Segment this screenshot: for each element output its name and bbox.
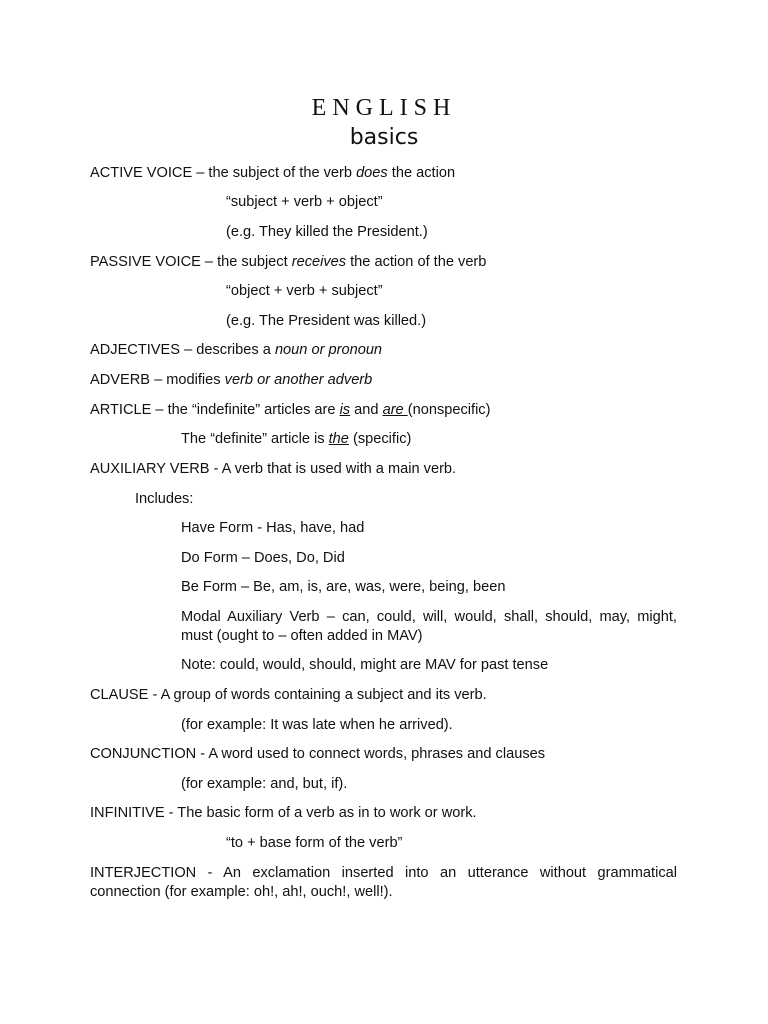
- entry-clause: CLAUSE - A group of words containing a subject and its verb.: [90, 687, 487, 703]
- entry-auxiliary-verb: AUXILIARY VERB - A verb that is used with a main verb.: [90, 461, 457, 477]
- conjunction-example: (for example: and, but, if).: [181, 776, 348, 792]
- auxiliary-be-form: Be Form – Be, am, is, are, was, were, being, been: [181, 579, 506, 595]
- emphasis: is: [339, 402, 351, 418]
- entry-passive-voice: PASSIVE VOICE – the subject receives the action of the verb: [90, 254, 487, 270]
- entry-active-voice: ACTIVE VOICE – the subject of the verb does the action: [90, 165, 456, 181]
- term: ARTICLE: [90, 402, 152, 418]
- term: ACTIVE VOICE: [90, 165, 193, 181]
- infinitive-formula: “to + base form of the verb”: [226, 835, 403, 851]
- emphasis: verb or another adverb: [224, 372, 373, 388]
- entry-adverb: ADVERB – modifies verb or another adverb: [90, 372, 373, 388]
- term: ADVERB: [90, 372, 151, 388]
- term: PASSIVE VOICE: [90, 254, 201, 270]
- auxiliary-do-form: Do Form – Does, Do, Did: [181, 550, 345, 566]
- article-definite: The “definite” article is the (specific): [181, 431, 412, 447]
- emphasis: are: [382, 402, 408, 418]
- auxiliary-modal: Modal Auxiliary Verb – can, could, will, would, shall, should, may, might, must (ought to – often added in MAV): [181, 609, 677, 644]
- term: AUXILIARY VERB: [90, 461, 210, 477]
- term: INTERJECTION: [90, 865, 197, 881]
- emphasis: receives: [291, 254, 347, 270]
- passive-voice-formula: “object + verb + subject”: [226, 283, 383, 299]
- clause-example: (for example: It was late when he arrived).: [181, 717, 453, 733]
- term: CLAUSE: [90, 687, 149, 703]
- active-voice-formula: “subject + verb + object”: [226, 194, 383, 210]
- entry-conjunction: CONJUNCTION - A word used to connect words, phrases and clauses: [90, 746, 546, 762]
- emphasis: does: [356, 165, 388, 181]
- emphasis: the: [328, 431, 349, 447]
- entry-interjection: INTERJECTION - An exclamation inserted into an utterance without grammatical connection (for example: oh!, ah!, ouch!, well!).: [90, 865, 677, 900]
- document-subtitle: basics: [349, 125, 419, 150]
- term: INFINITIVE: [90, 805, 165, 821]
- entry-infinitive: INFINITIVE - The basic form of a verb as in to work or work.: [90, 805, 477, 821]
- entry-article: ARTICLE – the “indefinite” articles are is and are (nonspecific): [90, 402, 491, 418]
- term: ADJECTIVES: [90, 342, 181, 358]
- active-voice-example: (e.g. They killed the President.): [226, 224, 428, 240]
- auxiliary-have-form: Have Form - Has, have, had: [181, 520, 365, 536]
- auxiliary-includes: Includes:: [135, 491, 194, 507]
- entry-adjectives: ADJECTIVES – describes a noun or pronoun: [90, 342, 383, 358]
- auxiliary-note: Note: could, would, should, might are MAV for past tense: [181, 657, 549, 673]
- term: CONJUNCTION: [90, 746, 197, 762]
- emphasis: noun or pronoun: [274, 342, 383, 358]
- document-title: ENGLISH: [311, 95, 457, 121]
- passive-voice-example: (e.g. The President was killed.): [226, 313, 427, 329]
